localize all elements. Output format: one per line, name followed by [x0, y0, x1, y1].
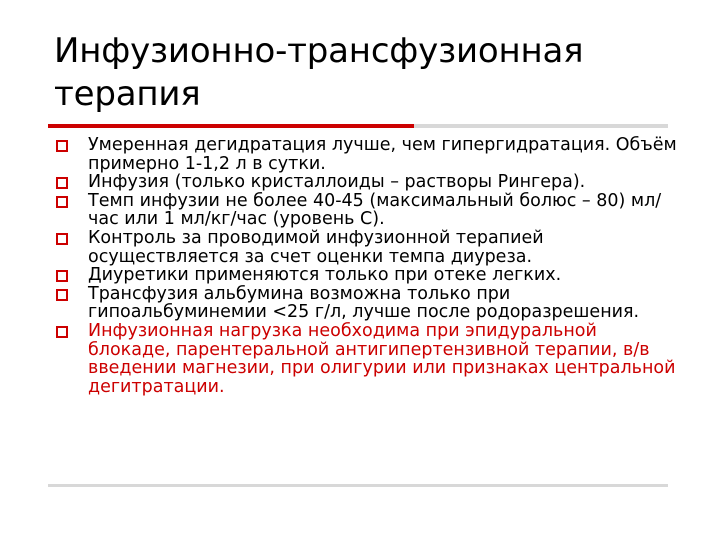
title-divider-accent: [48, 124, 414, 128]
bullet-text: Диуретики применяются только при отеке легких.: [88, 265, 562, 286]
bullet-item-highlighted: [54, 322, 684, 396]
bottom-divider: [48, 484, 668, 487]
bullet-list: [54, 136, 684, 396]
hollow-square-icon: [56, 289, 68, 301]
bullet-item: [54, 136, 684, 173]
hollow-square-icon: [56, 196, 68, 208]
bullet-text: Инфузионная нагрузка необходима при эпидуральной блокаде, парентеральной антигипертензивной терапии, в/в введении магнезии, при олигурии или признаках центральной дегитратации.: [88, 320, 676, 397]
hollow-square-icon: [56, 270, 68, 282]
bullet-item: [54, 173, 684, 192]
bullet-text: Инфузия (только кристаллоиды – растворы Рингера).: [88, 172, 586, 193]
bullet-text: Контроль за проводимой инфузионной терапией осуществляется за счет оценки темпа диуреза.: [88, 227, 544, 267]
hollow-square-icon: [56, 140, 68, 152]
hollow-square-icon: [56, 326, 68, 338]
bullet-item: [54, 266, 684, 285]
slide-title: Инфузионно-трансфузионная терапия: [54, 31, 584, 114]
bullet-item: [54, 192, 684, 229]
bullet-item: [54, 229, 684, 266]
hollow-square-icon: [56, 233, 68, 245]
hollow-square-icon: [56, 177, 68, 189]
bullet-item: [54, 285, 684, 322]
bullet-text: Темп инфузии не более 40-45 (максимальный болюс – 80) мл/час или 1 мл/кг/час (уровень С).: [88, 190, 662, 230]
bullet-text: Трансфузия альбумина возможна только при гипоальбуминемии <25 г/л, лучше после родоразрешения.: [88, 283, 640, 323]
bullet-text: Умеренная дегидратация лучше, чем гипергидратация. Объём примерно 1-1,2 л в сутки.: [88, 135, 677, 174]
